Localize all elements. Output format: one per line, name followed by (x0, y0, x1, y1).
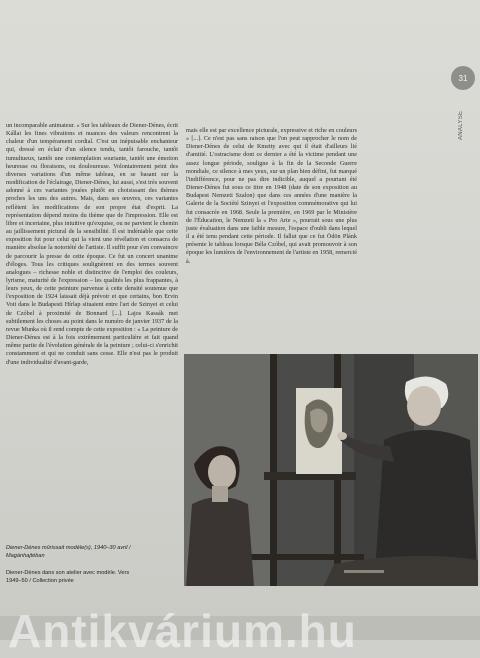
text-column-left (6, 122, 178, 554)
left-column-text: un incomparable animateur. « Sur les tableaux de Diener-Dénes, écrit Kállai les fines vibrations et nuances des valeurs rencontrent la chaleur d'un tempérament cordial. C'est un inépuisable enchanteur qui, dressé en éclair d'un silence tendu, tantôt farouche, tantôt tumultueux, tantôt une contemplation souriante, tantôt une émotion heureuse ou floraisons, ou douloureuse. Volontairement peint des diverses variations d'un même tableau, en se basant sur la modification de l'éclairage, Diener-Dénes, lui aussi, s'est très souvent adonné à ces variantes jouées plutôt en choisissant des thèmes proches les uns des autres. Mais, dans ses œuvres, ces variantes reflètent les modifications de son propre état d'esprit. La représentation dépend moins du thème que de l'impression. Elle est libre et incertaine, plus intuitive qu'exquise, ou ne parvient le chemin au jaillissement pictural de la sensibilité. Il est indéniable que cette exposition fut pour celui qui la vient une révélation et consacra de manière absolue la notoriété de l'artiste. Il suffit pour s'en convaincre de parcourir la presse de cette époque. Ce fut un concert unanime d'éloges. Tous les critiques soulignèrent en des termes souvent analogues – richesse noble et distinctive de l'emploi des couleurs, lyrisme, maturité de l'expression – les qualités les plus frappantes, à leurs yeux, de cette peinture parvenue à cette densité soutenue que l'exposition de 1924 laissait déjà prévoir et que certains, bon Ervin Voit dans le Budapesti Hírlap situaient entre l'art de Szinyei et celui de Czóbel à proximité de Bonnard [...]. Lajos Kassák met subtilement les choses au point dans le numéro de janvier 1937 de la revue Munka où il rend compte de cette exposition : « La peinture de Diener-Dénes est à la fois extrêmement particulière et fait quand même partie de l'évolution générale de la peinture ; celui-ci s'enrichit constamment et qui ne conduit sans cesse. Elle n'est pas le produit d'une individualité d'avant-garde, (6, 122, 178, 366)
painter-hand (337, 432, 347, 440)
page-number-badge (451, 66, 475, 90)
studio-photograph (184, 354, 478, 586)
girl-face (208, 455, 236, 489)
easel-post-left (270, 354, 277, 586)
watermark: Antikvárium.hu (8, 605, 357, 657)
page-number: 31 (458, 73, 468, 83)
running-head: ANALYSE (458, 110, 464, 140)
easel-base (244, 554, 364, 560)
brushes (344, 570, 384, 573)
right-column-text: mais elle est par excellence picturale, expressive et riche en couleurs » [...]. Ce n'est pas sans raison que l'on peut rapprocher le nom de Diener-Dénes de celui de Kmetty avec qui il était d'ailleurs lié d'amitié. L'ostracisme dont ce dernier a été la victime pendant une assez longue période, souligne à la fin de la Seconde Guerre mondiale, ce silence à mes yeux, sur un plan bien défini, fut marqué l'indifférence, pour ne pas dire indicible, auquel a pourtant été Diener-Dénes fut sous ce titre en 1948 (date de son exposition au Budapest Nemzeti Szalon) que dans ces années d'une manière la Galerie de la Société Szinyei et l'exposition commémorative qui lui fut consacrée en 1968. Seule la première, en 1969 par le Ministère de l'Éducation, le Nemzeti la « Pro Arte », pourrait sous une plus juste évaluation dans une faible mesure, l'espace d'oubli dans lequel il a été tenu pendant cette période. Il fallut que ce fut Ödön Plánk présente le tableau lorsque Béla Czóbel, qui avait promouvoir à son époque les lumières de l'environnement de l'artiste en 1958, remercié à. (186, 127, 357, 265)
photograph-illustration (184, 354, 478, 586)
painter-face (407, 386, 441, 426)
text-column-right (186, 127, 357, 351)
girl-neck (212, 486, 228, 502)
photo-caption-1: Diener-Dénes mûrissait modèle(s), 1940–30 avril / Magánhajtéban (6, 545, 131, 559)
photo-caption-2: Diener-Dénes dans son atelier avec modèle. Vers 1949–50 / Collection privée (6, 570, 130, 584)
girl-dress (186, 497, 254, 586)
